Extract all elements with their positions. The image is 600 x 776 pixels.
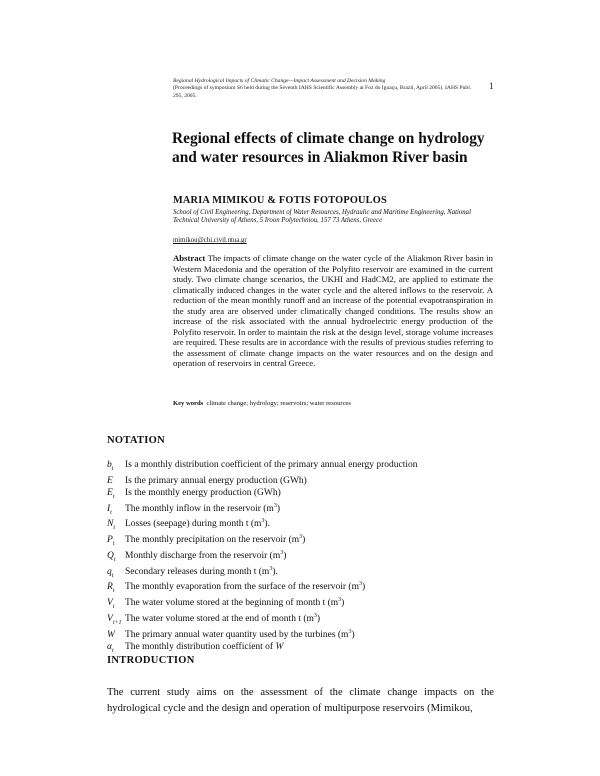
page-number: 1 bbox=[489, 81, 494, 91]
notation-symbol: $N_t$ bbox=[107, 519, 116, 532]
abstract-text: The impacts of climate change on the water cycle of the Aliakmon River basin in Western Macedonia and the operation of the Polyfito reservoir are examined in the current study. Two climate change scenarios, the UKHI and HadCM2, are applied to estimate the climatically induced changes in the water cycle and the altered inflows to the reservoir. A reduction of the mean monthly runoff and an increase of the potential evapotranspiration in the study area are observed under climatically changed conditions. The results show an increase of the risk associated with the annual hydroelectric energy production of the Polyfito reservoir. In order to maintain the risk at the design level, storage volume increases are required. These results are in accordance with the results of previous studies referring to the assessment of climate change impacts on the water resources and on the design and operation of reservoirs in central Greece. bbox=[173, 253, 493, 369]
running-header bbox=[173, 78, 473, 100]
notation-list bbox=[107, 460, 497, 658]
notation-item bbox=[107, 460, 497, 476]
notation-description: Monthly discharge from the reservoir $(m^3)$ bbox=[125, 549, 287, 561]
abstract-label: Abstract bbox=[173, 253, 206, 263]
notation-description: Is the primary annual energy production (GWh) bbox=[125, 475, 307, 486]
notation-symbol: $P_t$ bbox=[107, 535, 115, 547]
notation-item bbox=[107, 630, 497, 642]
abstract bbox=[173, 253, 493, 369]
affiliation: School of Civil Engineering, Department of Water Resources, Hydraulic and Maritime Engineering, National Technical University of Athens, 5 Iroon Polytechniou, 157 73 Athens, Greece bbox=[173, 209, 471, 225]
notation-item bbox=[107, 504, 497, 520]
notation-description: The monthly precipitation on the reservoir $(m^3)$ bbox=[125, 533, 306, 546]
notation-symbol: E bbox=[107, 475, 113, 486]
keywords bbox=[173, 400, 493, 407]
introduction-text: The current study aims on the assessment of the climate change impacts on the hydrological cycle and the design and operation of multipurpose reservoirs (Mimikou, bbox=[107, 687, 494, 714]
introduction-heading: INTRODUCTION bbox=[107, 655, 195, 666]
notation-symbol: $R_t$ bbox=[107, 582, 115, 595]
notation-symbol: $Q_t$ bbox=[107, 550, 116, 563]
notation-item bbox=[107, 535, 497, 551]
notation-symbol: W bbox=[107, 629, 115, 640]
notation-symbol: $I_t$ bbox=[107, 503, 112, 516]
notation-description: The monthly distribution coefficient of W bbox=[125, 641, 284, 652]
notation-description: The water volume stored at the beginning of month t $(m^3)$ bbox=[125, 597, 345, 609]
notation-item bbox=[107, 476, 497, 488]
authors: MARIA MIMIKOU & FOTIS FOTOPOULOS bbox=[173, 195, 387, 206]
notation-item bbox=[107, 614, 497, 630]
notation-description: Secondary releases during month t $(m^3)$. bbox=[125, 565, 278, 577]
notation-symbol: $b_t$ bbox=[107, 460, 114, 472]
notation-heading: NOTATION bbox=[107, 435, 166, 446]
notation-item bbox=[107, 567, 497, 583]
notation-symbol: $V_{t+1}$ bbox=[107, 614, 122, 626]
paper-title: Regional effects of climate change on hydrology and water resources in Aliakmon River basin bbox=[172, 130, 485, 166]
notation-description: The monthly inflow in the reservoir $(m^3)$ bbox=[125, 502, 280, 514]
notation-item bbox=[107, 582, 497, 598]
notation-description: The monthly evaporation from the surface of the reservoir $(m^3)$ bbox=[125, 581, 366, 593]
notation-item bbox=[107, 598, 497, 614]
proceedings-line: (Proceedings of symposium S6 held during the Seventh IAHS Scientific Assembly at Foz do Iguaçu, Brazil, April 2005). IAHS Publ. 295, 2005. bbox=[173, 85, 472, 99]
notation-description: The water volume stored at the end of month t $(m^3)$ bbox=[125, 612, 321, 625]
notation-item bbox=[107, 551, 497, 567]
notation-description: Is the monthly energy production (GWh) bbox=[125, 487, 281, 498]
notation-symbol: $\alpha_t$ bbox=[107, 641, 114, 654]
notation-symbol: $E_t$ bbox=[107, 487, 115, 500]
notation-item bbox=[107, 488, 497, 504]
notation-item bbox=[107, 519, 497, 535]
notation-symbol: $q_t$ bbox=[107, 566, 114, 579]
notation-description: Losses (seepage) during month t $(m^3)$. bbox=[125, 518, 270, 530]
notation-description: Is a monthly distribution coefficient of the primary annual energy production bbox=[125, 460, 418, 470]
keywords-text: climate change; hydrology; reservoirs; water resources bbox=[206, 400, 351, 407]
notation-symbol: $V_t$ bbox=[107, 598, 115, 611]
email-link[interactable]: mimikou@chi.civil.ntua.gr bbox=[173, 237, 247, 244]
series-title: Regional Hydrological Impacts of Climatic Change—Impact Assessment and Decision Making bbox=[173, 78, 386, 84]
notation-description: The primary annual water quantity used by the turbines $(m^3)$ bbox=[125, 628, 355, 640]
keywords-label: Key words bbox=[173, 400, 204, 407]
